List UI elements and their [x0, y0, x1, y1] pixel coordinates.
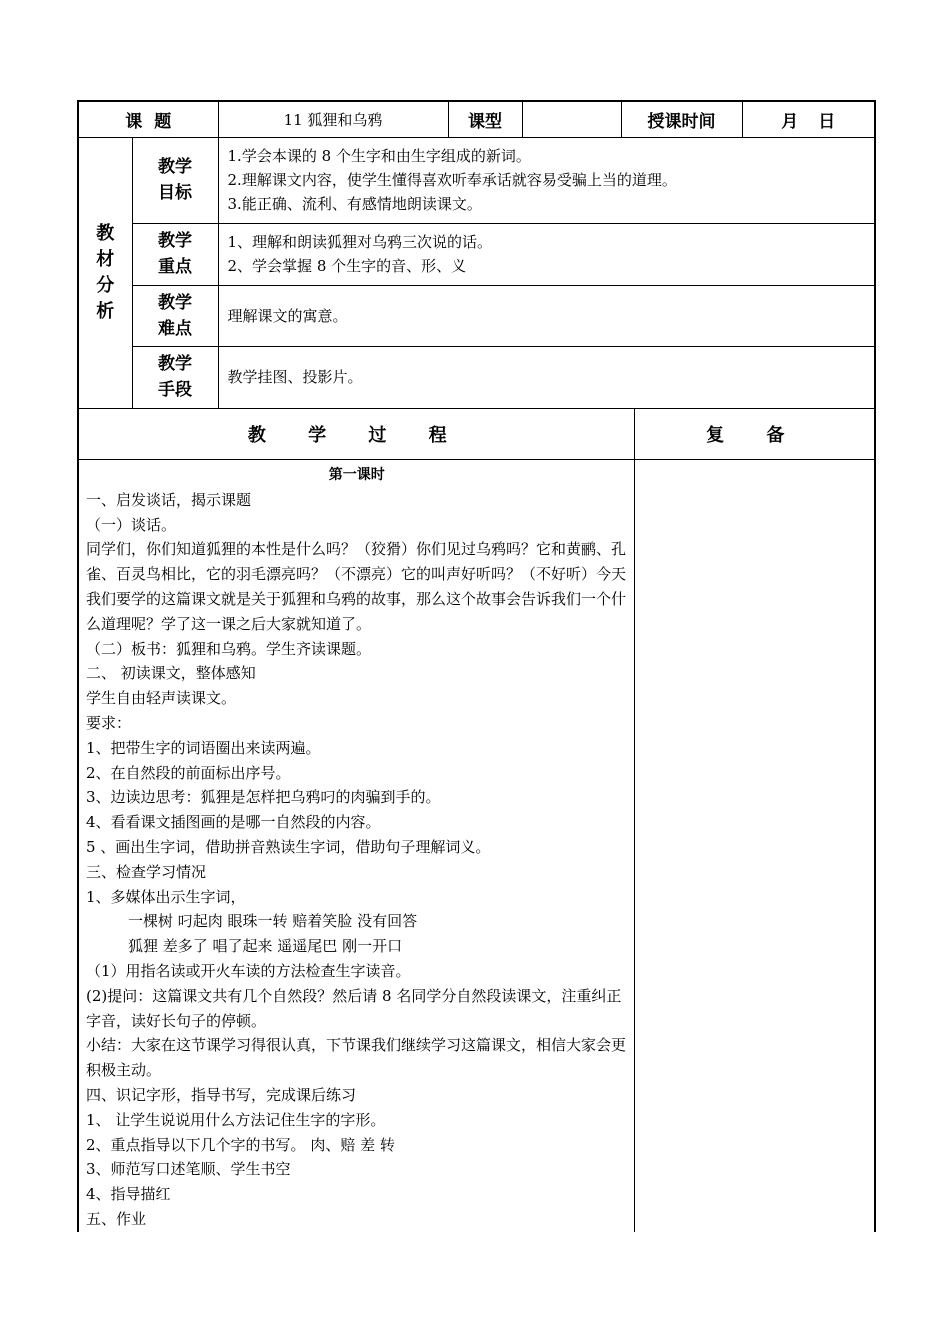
notes-title: 复 备 [634, 409, 875, 460]
process-paragraph: 同学们，你们知道狐狸的本性是什么吗？（狡猾）你们见过乌鸦吗？它和黄鹂、孔雀、百灵鸟相比，它的羽毛漂亮吗？（不漂亮）它的叫声好听吗？（不好听）今天我们要学的这篇课文就是关于狐狸和乌鸦的故事，那么这个故事会告诉我们一个什么道理呢？学了这一课之后大家就知道了。 [86, 540, 627, 633]
process-line: 要求： [86, 713, 132, 732]
process-paragraph: 小结：大家在这节课学习得很认真，下节课我们继续学习这篇课文，相信大家会更积极主动。 [86, 1036, 627, 1080]
key-point-content [218, 223, 875, 285]
lesson-title: 第一课时 [328, 467, 385, 483]
lesson-plan-table [77, 100, 876, 409]
means-content [218, 346, 875, 408]
process-line: 5 、画出生字词，借助拼音熟读生字词，借助句子理解词义。 [86, 837, 491, 856]
process-line: 四、识记字形，指导书写，完成课后练习 [86, 1085, 357, 1104]
process-line: 1、多媒体出示生字词， [86, 887, 246, 906]
goal-row [78, 137, 875, 223]
process-line: 3、师范写口述笔顺、学生书空 [86, 1160, 291, 1179]
difficulty-content [218, 285, 875, 346]
process-line: 2、重点指导以下几个字的书写。 肉、赔 差 转 [86, 1135, 395, 1154]
process-line: 3、边读边思考：狐狸是怎样把乌鸦叼的肉骗到手的。 [86, 788, 441, 807]
process-line: 五、作业 [86, 1209, 147, 1228]
analysis-label-text: 教材分析 [96, 222, 115, 322]
process-header-row [78, 409, 875, 460]
goal-content [218, 137, 875, 223]
key-point-label: 教学重点 [132, 223, 218, 285]
notes-content [634, 460, 875, 1232]
header-row [78, 101, 875, 137]
process-table [77, 409, 876, 1232]
process-line: 4、看看课文插图画的是哪一自然段的内容。 [86, 813, 381, 832]
difficulty-label: 教学难点 [132, 285, 218, 346]
process-line: 4、指导描红 [86, 1185, 171, 1204]
key-point-row [78, 223, 875, 285]
type-label: 课型 [448, 101, 522, 137]
key-point-line-2: 2、学会掌握 8 个生字的音、形、义 [227, 257, 467, 275]
process-line: 1、把带生字的词语圈出来读两遍。 [86, 738, 321, 757]
analysis-section-label [78, 137, 132, 408]
difficulty-line-1: 理解课文的寓意。 [227, 306, 348, 325]
goal-label: 教学目标 [132, 137, 218, 223]
process-line: 1、 让学生说说用什么方法记住生字的字形。 [86, 1110, 386, 1129]
process-paragraph: (2)提问：这篇课文共有几个自然段？然后请 8 名同学分自然段读课文，注重纠正字音，读好长句子的停顿。 [86, 986, 622, 1030]
process-line: 二、 初读课文，整体感知 [86, 664, 256, 683]
means-label: 教学手段 [132, 346, 218, 408]
process-line: 学生自由轻声读课文。 [86, 689, 237, 708]
type-value [522, 101, 621, 137]
process-line: （一）谈话。 [86, 515, 177, 534]
means-line-1: 教学挂图、投影片。 [227, 368, 363, 386]
process-line: 三、检查学习情况 [86, 862, 207, 881]
process-line: 2、在自然段的前面标出序号。 [86, 763, 291, 782]
process-content [78, 460, 634, 1232]
time-label: 授课时间 [621, 101, 742, 137]
process-line: （1）用指名读或开火车读的方法检查生字读音。 [86, 961, 411, 980]
key-point-line-1: 1、理解和朗读狐狸对乌鸦三次说的话。 [227, 233, 493, 251]
difficulty-row [78, 285, 875, 346]
goal-line-3: 3.能正确、流利、有感情地朗读课文。 [227, 195, 482, 213]
vocab-line-2: 狐狸 差多了 唱了起来 遥遥尾巴 刚一开口 [128, 937, 403, 956]
lesson-plan-sheet [77, 100, 874, 1232]
process-line: （二）板书：狐狸和乌鸦。学生齐读课题。 [86, 639, 372, 658]
goal-line-1: 1.学会本课的 8 个生字和由生字组成的新词。 [227, 147, 531, 165]
time-value: 月 日 [742, 101, 875, 137]
process-body-row [78, 460, 875, 1232]
topic-label: 课 题 [78, 101, 218, 137]
means-row [78, 346, 875, 408]
vocab-line-1: 一棵树 叼起肉 眼珠一转 赔着笑脸 没有回答 [128, 912, 418, 931]
topic-value: 11 狐狸和乌鸦 [218, 101, 448, 137]
goal-line-2: 2.理解课文内容，使学生懂得喜欢听奉承话就容易受骗上当的道理。 [227, 171, 677, 189]
process-line: 一、启发谈话，揭示课题 [86, 490, 252, 509]
process-title: 教 学 过 程 [78, 409, 634, 460]
